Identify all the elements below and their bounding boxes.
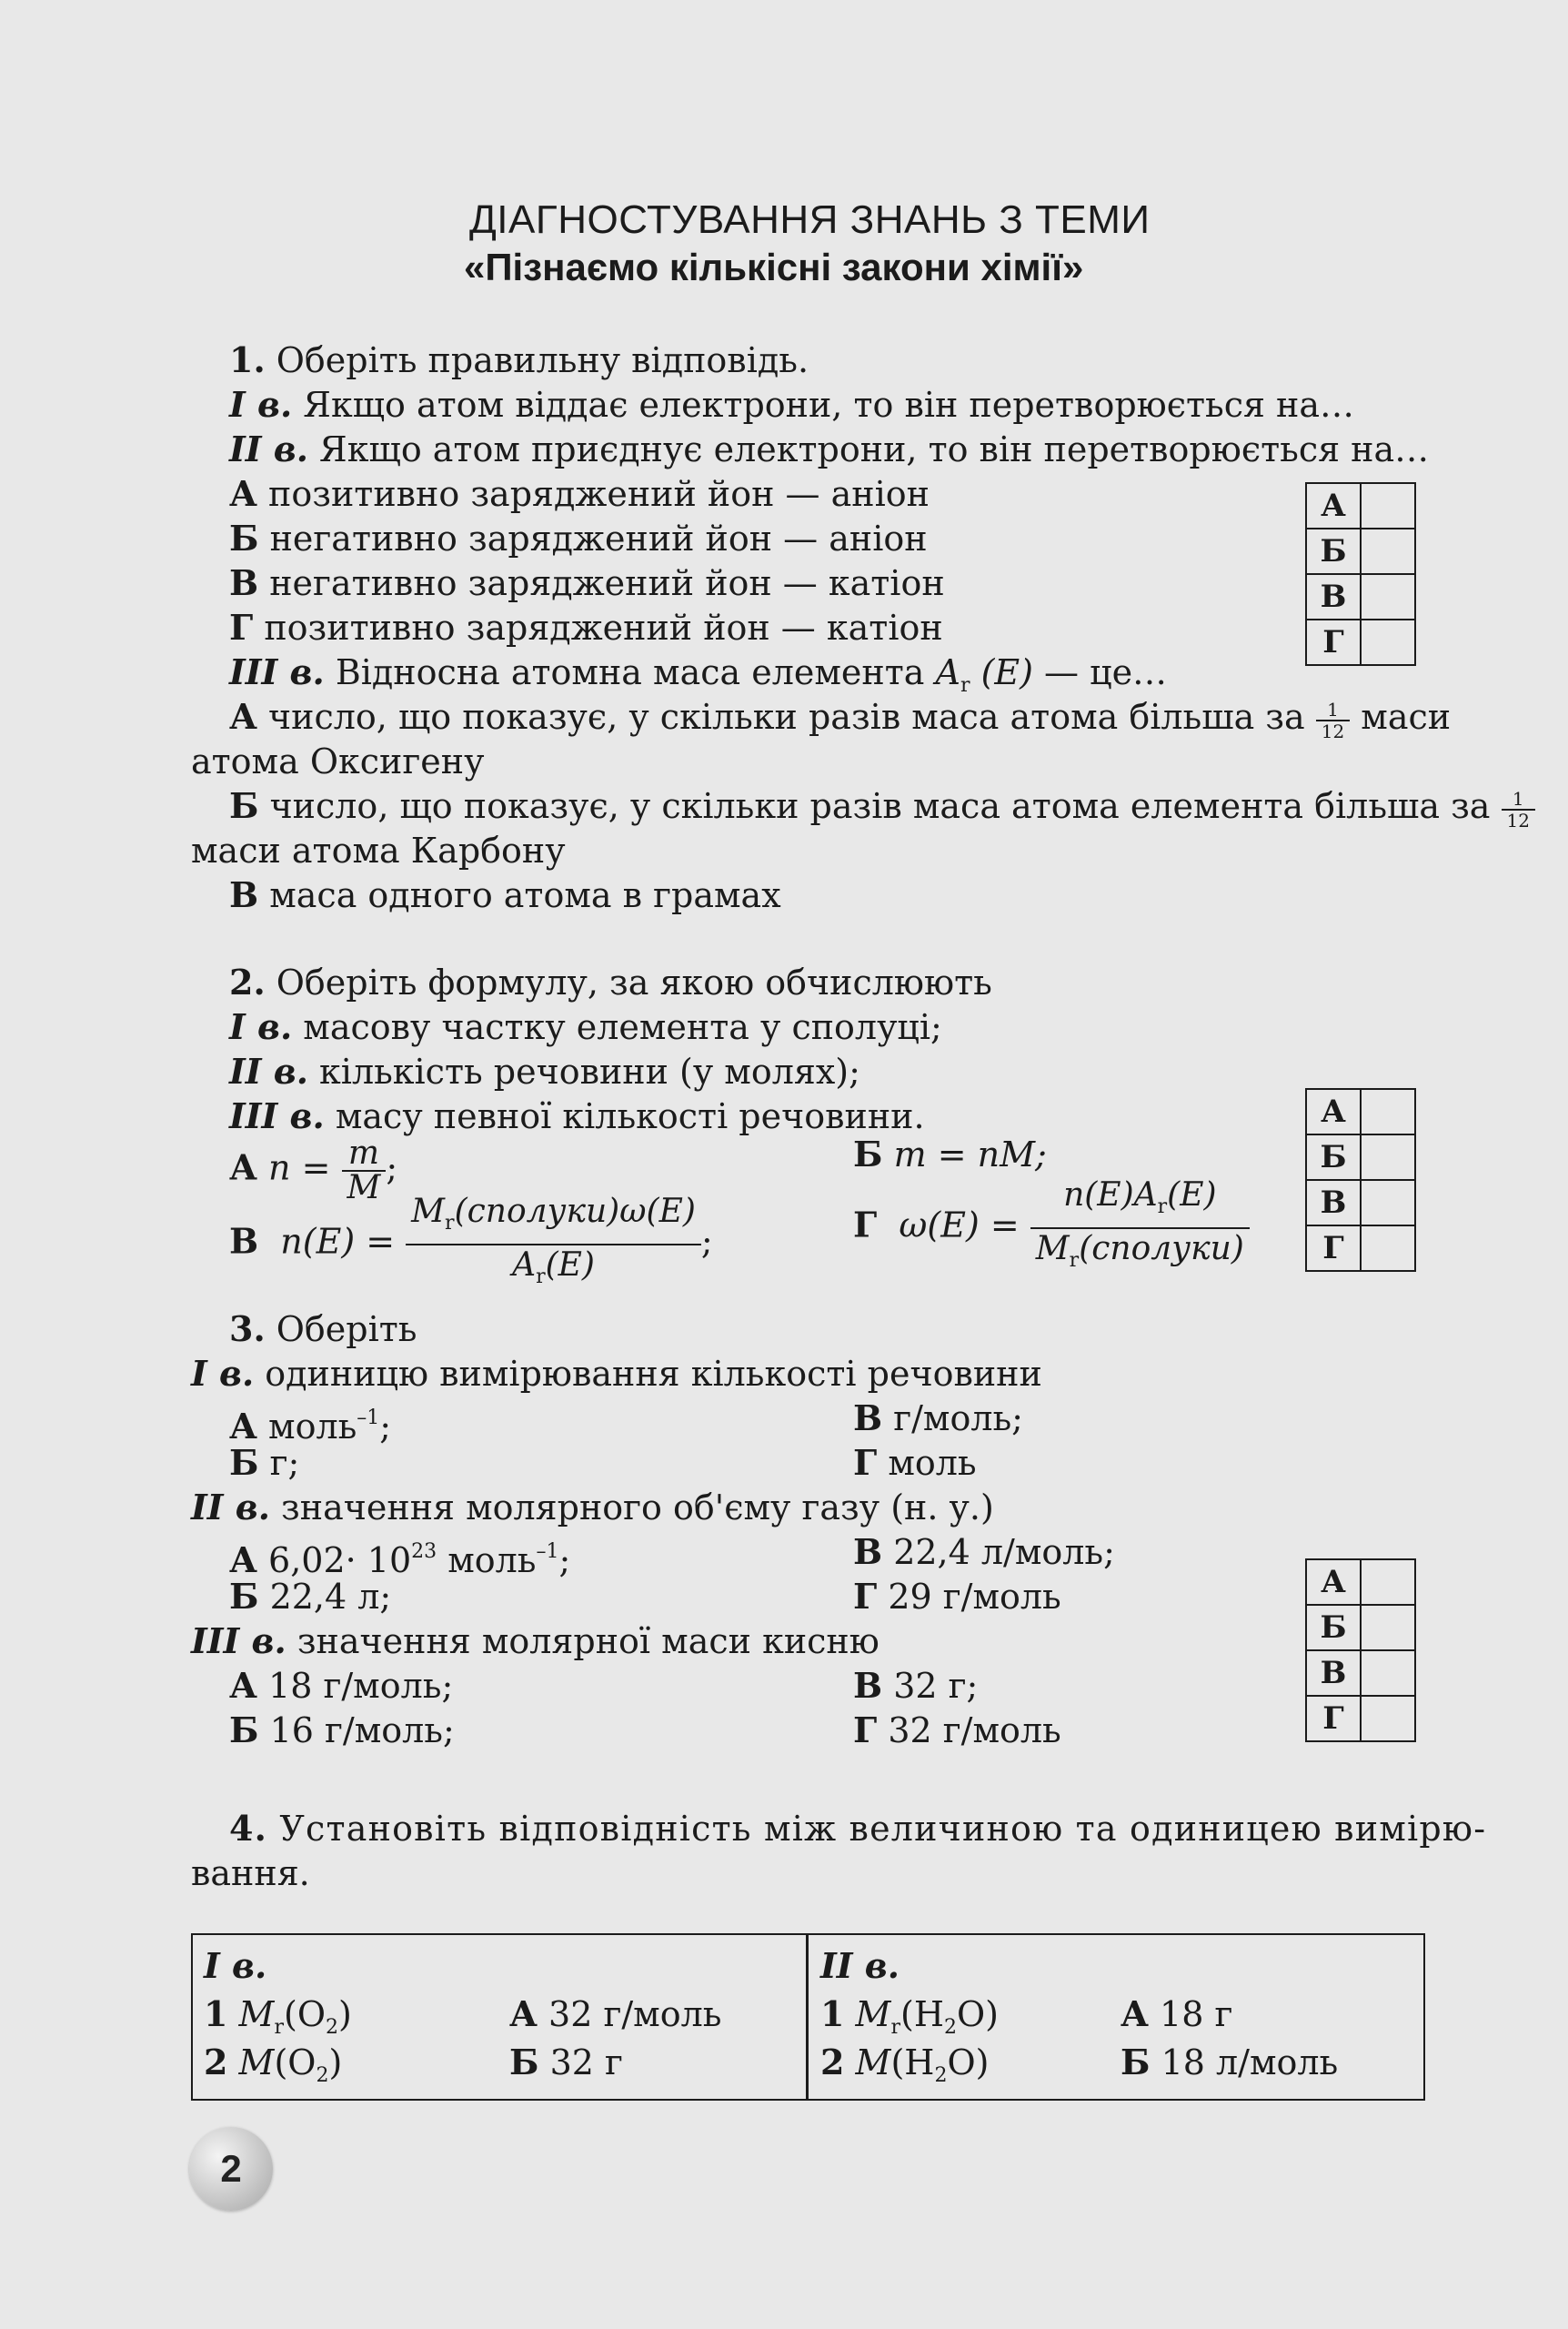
- answer-box-q2: А Б В Г: [1305, 1088, 1416, 1272]
- q1-v3-option-b: Б число, що показує, у скільки разів маса атома елемента більша за $\frac{1}{12}$: [229, 784, 1535, 831]
- q3-v2-option-a: А $6,02\cdot 10^{23}$ моль$^{-1}$;: [229, 1539, 571, 1580]
- fraction-one-twelfth: $\frac{1}{12}$: [1316, 700, 1350, 741]
- q1-option-d: Г позитивно заряджений йон — катіон: [229, 607, 943, 648]
- fraction-one-twelfth: $\frac{1}{12}$: [1502, 789, 1535, 831]
- q2-variant-3: III в. масу певної кількості речовини.: [229, 1095, 925, 1136]
- fraction-m-over-M: $\frac{m}{M}$: [342, 1137, 387, 1205]
- answer-cell[interactable]: [1361, 1559, 1415, 1605]
- q3-v2-option-b: Б 22,4 л;: [229, 1576, 392, 1617]
- q3-v3-option-a: А 18 г/моль;: [229, 1665, 454, 1706]
- q2-option-b: Б m = nM;: [853, 1134, 1047, 1175]
- page-number-badge: [189, 2127, 273, 2211]
- answer-box-q1: А Б В Г: [1305, 482, 1416, 666]
- q3-variant-2: II в. значення молярного об'єму газу (н. у.): [191, 1487, 994, 1527]
- q3-v1-option-a: А моль$^{-1}$;: [229, 1406, 392, 1447]
- table-left-row-2-answer: Б 32 г: [509, 2042, 623, 2082]
- table-left-row-1-answer: А 32 г/моль: [509, 1993, 722, 2034]
- q2-variant-2: II в. кількість речовини (у молях);: [229, 1051, 860, 1092]
- q1-prompt: 1. Оберіть правильну відповідь.: [229, 339, 809, 380]
- answer-cell[interactable]: [1361, 620, 1415, 665]
- q4-prompt-cont: вання.: [191, 1853, 310, 1893]
- table-right-row-2-answer: Б 18 л/моль: [1121, 2042, 1339, 2082]
- answer-cell[interactable]: [1361, 1180, 1415, 1225]
- q3-variant-1: I в. одиницю вимірювання кількості речовини: [191, 1353, 1042, 1394]
- q3-v1-option-c: В г/моль;: [853, 1397, 1023, 1438]
- q3-v1-option-b: Б г;: [229, 1442, 300, 1483]
- table-right-heading: II в.: [820, 1945, 900, 1986]
- q4-prompt: 4. Установіть відповідність між величиною та одиницею вимірю-: [229, 1808, 1487, 1849]
- q1-v3-option-b-cont: маси атома Карбону: [191, 831, 566, 871]
- q1-v3-option-a: А число, що показує, у скільки разів маса атома більша за $\frac{1}{12}$ маси: [229, 696, 1452, 742]
- q1-v3-option-c: В маса одного атома в грамах: [229, 874, 781, 915]
- answer-cell[interactable]: [1361, 574, 1415, 620]
- page-number: 2: [220, 2147, 242, 2190]
- table-left-row-2: 2 $M(O_2)$: [204, 2042, 343, 2087]
- answer-cell[interactable]: [1361, 1089, 1415, 1134]
- q3-variant-3: III в. значення молярної маси кисню: [191, 1620, 879, 1661]
- answer-cell[interactable]: [1361, 483, 1415, 529]
- answer-cell[interactable]: [1361, 1225, 1415, 1271]
- q4-matching-table: [191, 1933, 1425, 2101]
- q1-v3-option-a-cont: атома Оксигену: [191, 741, 485, 781]
- q1-variant-2: II в. Якщо атом приєднує електрони, то він перетворюється на…: [229, 428, 1430, 469]
- q2-variant-1: I в. масову частку елемента у сполуці;: [229, 1006, 942, 1047]
- q2-option-c: В n(E) = $\frac{M_r(сполуки)\omega(E)}{A_r(E)}$ ;: [229, 1192, 713, 1297]
- answer-cell[interactable]: [1361, 529, 1415, 574]
- answer-cell[interactable]: [1361, 1650, 1415, 1696]
- answer-cell[interactable]: [1361, 1696, 1415, 1741]
- q3-v3-option-d: Г 32 г/моль: [853, 1709, 1061, 1750]
- q3-prompt: 3. Оберіть: [229, 1308, 417, 1349]
- page-subtitle: «Пізнаємо кількісні закони хімії»: [464, 246, 1084, 288]
- table-left-row-1: 1 $M_r(O_2)$: [204, 1993, 352, 2039]
- formula-omega-fraction: $\frac{n(E)A_r(E)}{M_r(сполуки)}$: [1030, 1175, 1250, 1281]
- answer-box-q3: А Б В Г: [1305, 1558, 1416, 1742]
- q2-option-a: А n = $\frac{m}{M}$ ;: [229, 1134, 398, 1206]
- formula-n-fraction: $\frac{M_r(сполуки)\omega(E)}{A_r(E)}$: [406, 1192, 701, 1297]
- q1-option-a: А позитивно заряджений йон — аніон: [229, 473, 930, 514]
- q3-v3-option-c: В 32 г;: [853, 1665, 979, 1706]
- table-right-row-1: 1 $M_r(H_2O)$: [820, 1993, 999, 2039]
- table-right-row-2: 2 $M(H_2O)$: [820, 2042, 990, 2087]
- q1-variant-1: I в. Якщо атом віддає електрони, то він перетворюється на…: [229, 384, 1355, 425]
- q1-option-b: Б негативно заряджений йон — аніон: [229, 518, 928, 559]
- q2-prompt: 2. Оберіть формулу, за якою обчислюють: [229, 962, 992, 1003]
- q2-option-d: Г ω(E) = $\frac{n(E)A_r(E)}{M_r(сполуки)}$: [853, 1175, 1250, 1281]
- q3-v2-option-d: Г 29 г/моль: [853, 1576, 1061, 1617]
- q3-v3-option-b: Б 16 г/моль;: [229, 1709, 455, 1750]
- q3-v2-option-c: В 22,4 л/моль;: [853, 1531, 1115, 1572]
- q3-v1-option-d: Г моль: [853, 1442, 977, 1483]
- table-divider: [806, 1935, 809, 2099]
- answer-cell[interactable]: [1361, 1134, 1415, 1180]
- page-title: ДІАГНОСТУВАННЯ ЗНАНЬ З ТЕМИ: [469, 197, 1151, 242]
- q1-option-c: В негативно заряджений йон — катіон: [229, 562, 945, 603]
- table-left-heading: I в.: [204, 1945, 267, 1986]
- answer-cell[interactable]: [1361, 1605, 1415, 1650]
- q1-variant-3: III в. Відносна атомна маса елемента $A_r$ (E) — це…: [229, 651, 1168, 697]
- table-right-row-1-answer: А 18 г: [1121, 1993, 1233, 2034]
